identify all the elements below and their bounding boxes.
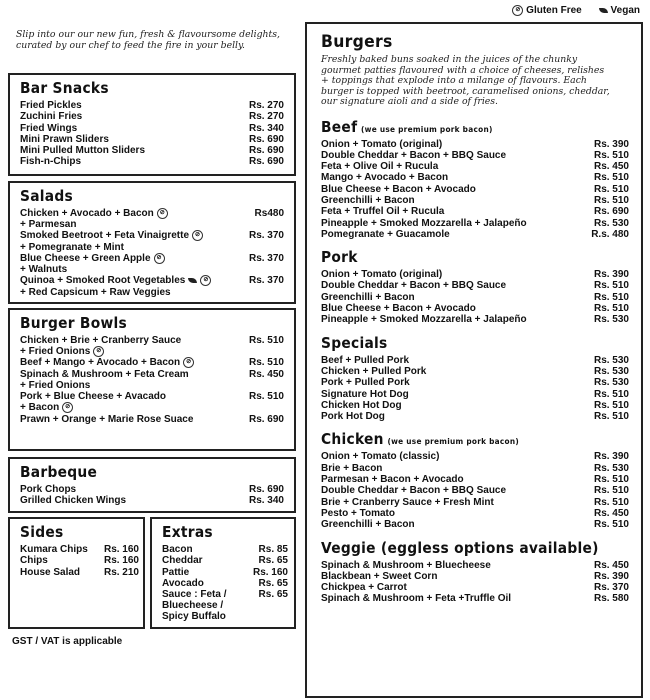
burger-bowls-title: Burger Bowls [20, 314, 128, 332]
burger-group-veggie [321, 539, 629, 605]
item-name-text: Beef + Mango + Avocado + Bacon [20, 357, 181, 369]
menu-item-name [321, 292, 583, 303]
menu-item-price: Rs. 580 [593, 593, 629, 605]
menu-item [321, 593, 629, 604]
item-name-continued [20, 287, 284, 298]
menu-item-name [20, 134, 238, 145]
item-name-text: Grilled Chicken Wings [20, 495, 127, 507]
item-name-text: Pomegranate + Guacamole [321, 228, 450, 240]
menu-item [20, 414, 284, 425]
menu-item [321, 139, 629, 150]
item-name-text: Pork Hot Dog [321, 411, 385, 423]
item-name-text: House Salad [20, 566, 81, 578]
section-bar-snacks [8, 73, 296, 176]
item-name-text: Bluecheese / [162, 600, 224, 612]
menu-item-price: Rs. 450 [593, 507, 629, 519]
menu-item-name [321, 269, 583, 280]
item-name-continued: Spicy Buffalo [162, 611, 226, 623]
menu-item-price: Rs. 530 [593, 365, 629, 377]
item-name-text: Cheddar [162, 555, 203, 567]
menu-item-name [20, 111, 238, 122]
item-name-text: Prawn + Orange + Marie Rose Suace [20, 413, 194, 425]
menu-item [321, 314, 629, 325]
item-name-continued [20, 402, 284, 413]
menu-item-name [321, 377, 583, 388]
menu-item [162, 544, 288, 555]
item-name-text: Beef + Pulled Pork [321, 354, 410, 366]
menu-item-name [162, 544, 242, 555]
item-name-text: + Parmesan [20, 219, 77, 231]
burger-group-title [321, 334, 604, 352]
sides-title: Sides [20, 523, 64, 541]
gluten-free-icon: ⊘ [200, 275, 211, 286]
menu-item-price: Rs. 450 [593, 161, 629, 173]
menu-item-price: Rs. 390 [593, 451, 629, 463]
menu-item [321, 560, 629, 571]
burger-group-title [321, 248, 604, 266]
group-title-text: Pork [321, 248, 358, 267]
menu-item-price: Rs. 510 [593, 291, 629, 303]
group-title-text: Chicken [321, 430, 384, 449]
menu-item-price: Rs. 510 [593, 172, 629, 184]
menu-item-name [20, 275, 238, 286]
item-name-text: Zuchini Fries [20, 111, 83, 123]
item-name-text: Pineapple + Smoked Mozzarella + Jalapeño [321, 217, 527, 229]
menu-item [20, 484, 284, 495]
menu-item [20, 357, 284, 368]
menu-item-price: Rs. 510 [593, 149, 629, 161]
menu-item [321, 150, 629, 161]
item-name-text: Blue Cheese + Bacon + Avocado [321, 183, 476, 195]
item-name-continued [20, 242, 284, 253]
menu-item-name [20, 208, 238, 219]
menu-item-name [20, 335, 238, 346]
menu-item-name [321, 195, 583, 206]
menu-item-name [321, 519, 583, 530]
menu-item-price: Rs. 270 [248, 111, 284, 123]
menu-item [20, 100, 284, 111]
item-name-text: Pesto + Tomato [321, 507, 395, 519]
menu-item [321, 463, 629, 474]
section-sides [8, 517, 145, 629]
section-salads [8, 181, 296, 304]
burger-group-beef [321, 118, 629, 241]
menu-item-name [321, 508, 583, 519]
menu-item-name [162, 578, 242, 589]
gluten-free-icon: ⊘ [157, 208, 168, 219]
burger-group-title [321, 430, 604, 448]
menu-item [20, 369, 284, 380]
menu-item [321, 366, 629, 377]
burgers-description: Freshly baked buns soaked in the juices of the chunky gourmet patties flavoured with a choice of cheeses, relishes + toppings that explode into a milange of flavours. Each burger is topped with beetroot, caramelised onions, cheddar, our signature aioli and a side of fries. [321, 54, 610, 107]
item-name-text: Pork + Pulled Pork [321, 377, 410, 389]
menu-item-name [321, 280, 583, 291]
menu-item [162, 555, 288, 566]
menu-item [321, 389, 629, 400]
item-name-text: Brie + Bacon [321, 462, 383, 474]
menu-item-price: Rs. 530 [593, 377, 629, 389]
item-name-text: Greenchilli + Bacon [321, 291, 415, 303]
item-name-text: + Walnuts [20, 264, 68, 276]
menu-item-price: Rs. 530 [593, 354, 629, 366]
item-name-text: Blackbean + Sweet Corn [321, 570, 438, 582]
menu-item-price: Rs. 510 [593, 388, 629, 400]
menu-item-price: Rs. 390 [593, 570, 629, 582]
menu-item-price: Rs. 690 [248, 145, 284, 157]
burger-group-specials [321, 334, 629, 423]
item-name-continued [20, 380, 284, 391]
menu-item [321, 161, 629, 172]
menu-item-name [321, 229, 583, 240]
menu-item [20, 335, 284, 346]
menu-item-name [321, 366, 583, 377]
menu-item [321, 206, 629, 217]
menu-item-price: Rs. 65 [258, 555, 288, 567]
menu-item-name [20, 555, 93, 566]
menu-item [20, 111, 284, 122]
menu-item-price: Rs. 510 [248, 335, 284, 346]
menu-item-price: Rs. 510 [248, 391, 284, 403]
menu-item [20, 156, 284, 167]
menu-item-name [20, 357, 238, 368]
menu-item-price: Rs. 510 [593, 280, 629, 292]
menu-item-name [162, 589, 242, 600]
item-name-text: + Pomegranate + Mint [20, 241, 124, 253]
barbeque-title: Barbeque [20, 463, 98, 481]
menu-item-name [321, 560, 583, 571]
menu-item-name [321, 303, 583, 314]
item-name-text: Double Cheddar + Bacon + BBQ Sauce [321, 149, 507, 161]
menu-item-price: Rs. 530 [593, 217, 629, 229]
menu-item [321, 184, 629, 195]
menu-item [321, 355, 629, 366]
menu-item [321, 269, 629, 280]
legend-gluten-free-label: Gluten Free [526, 5, 582, 17]
menu-item [162, 589, 288, 600]
menu-item-price: Rs. 450 [248, 368, 284, 380]
burgers-title: Burgers [321, 32, 393, 52]
menu-item-price: Rs. 510 [593, 496, 629, 508]
group-title-text: Specials [321, 333, 388, 352]
menu-item-name [321, 172, 583, 183]
menu-item [162, 578, 288, 589]
item-name-text: Fried Wings [20, 122, 78, 134]
item-name-text: Brie + Cranberry Sauce + Fresh Mint [321, 496, 494, 508]
item-name-text: + Fried Onions [20, 346, 91, 358]
gluten-free-icon: ⊘ [192, 230, 203, 241]
section-extras [150, 517, 296, 629]
item-name-text: + Red Capsicum + Raw Veggies [20, 286, 171, 298]
item-name-text: Chicken + Pulled Pork [321, 365, 427, 377]
gluten-free-icon: ⊘ [183, 357, 194, 368]
menu-item-price: Rs. 510 [593, 485, 629, 497]
menu-item-name [20, 544, 93, 555]
menu-item [321, 377, 629, 388]
menu-item [321, 485, 629, 496]
menu-item-name [321, 400, 583, 411]
menu-item-price: Rs. 510 [593, 399, 629, 411]
menu-item-price: Rs. 690 [248, 413, 284, 425]
item-name-text: Pattie [162, 566, 190, 578]
item-name-text: Feta + Olive Oil + Rucula [321, 161, 439, 173]
menu-item-price: Rs. 370 [248, 230, 284, 242]
burger-group-chicken [321, 430, 629, 530]
item-name-text: Chickpea + Carrot [321, 582, 407, 594]
menu-item-name [321, 571, 583, 582]
item-name-text: Quinoa + Smoked Root Vegetables [20, 275, 186, 287]
menu-item-name [162, 567, 242, 578]
menu-item-price: Rs. 510 [593, 411, 629, 423]
item-name-text: Double Cheddar + Bacon + BBQ Sauce [321, 280, 507, 292]
menu-item-name [20, 230, 238, 241]
gluten-free-icon: ⊘ [93, 346, 104, 357]
item-name-text: Blue Cheese + Green Apple [20, 253, 151, 265]
menu-item [20, 134, 284, 145]
burger-group-title [321, 118, 604, 136]
menu-item-name [20, 567, 93, 578]
menu-item-name [321, 139, 583, 150]
item-name-text: Mango + Avocado + Bacon [321, 172, 449, 184]
group-note: (we use premium pork bacon) [361, 124, 493, 134]
item-name-continued [20, 264, 284, 275]
menu-item-name [20, 391, 238, 402]
menu-item-name [321, 497, 583, 508]
menu-item-name [20, 253, 238, 264]
item-name-text: Avocado [162, 577, 204, 589]
item-name-text: Greenchilli + Bacon [321, 519, 415, 531]
gluten-free-icon: ⊘ [62, 402, 73, 413]
menu-item-name [20, 369, 238, 380]
legend-gluten-free [509, 5, 581, 16]
gluten-free-icon: ⊘ [512, 5, 523, 16]
menu-item [20, 391, 284, 402]
vegan-leaf-icon [188, 278, 197, 283]
menu-item-price: Rs. 340 [248, 122, 284, 134]
menu-item-name [321, 218, 583, 229]
item-name-text: Parmesan + Bacon + Avocado [321, 474, 464, 486]
item-name-text: Pork + Blue Cheese + Avacado [20, 391, 166, 403]
salads-title: Salads [20, 187, 74, 205]
menu-item-price: Rs. 160 [252, 566, 288, 578]
menu-item-price: Rs. 510 [593, 303, 629, 315]
menu-item-price: Rs. 510 [593, 183, 629, 195]
menu-item-name [321, 355, 583, 366]
menu-item [321, 172, 629, 183]
item-name-text: Spinach & Mushroom + Feta +Truffle Oil [321, 593, 512, 605]
item-name-text: Chicken + Avocado + Bacon [20, 208, 154, 220]
menu-item [321, 195, 629, 206]
menu-item [162, 567, 288, 578]
burger-group-pork [321, 248, 629, 325]
menu-item [321, 497, 629, 508]
menu-item [20, 230, 284, 241]
menu-item-price: Rs. 370 [593, 582, 629, 594]
menu-item-name [20, 100, 238, 111]
menu-item-price: Rs. 690 [248, 133, 284, 145]
menu-item [321, 400, 629, 411]
menu-item-price: Rs. 510 [593, 474, 629, 486]
item-name-text: Mini Prawn Sliders [20, 133, 109, 145]
item-name-text: Smoked Beetroot + Feta Vinaigrette [20, 230, 190, 242]
menu-item [321, 303, 629, 314]
menu-item [20, 275, 284, 286]
item-name-text: Chicken + Brie + Cranberry Sauce [20, 335, 182, 346]
group-note: (we use premium pork bacon) [387, 437, 520, 447]
menu-item-price: Rs. 510 [248, 357, 284, 369]
menu-item-price: Rs. 510 [593, 519, 629, 531]
menu-item-price: Rs. 85 [258, 544, 288, 555]
menu-item-price: Rs480 [254, 208, 284, 219]
item-name-continued [20, 219, 284, 230]
item-name-text: Pineapple + Smoked Mozzarella + Jalapeño [321, 314, 527, 326]
item-name-text: Onion + Tomato (original) [321, 269, 443, 281]
menu-item-name [321, 485, 583, 496]
item-name-text: Double Cheddar + Bacon + BBQ Sauce [321, 485, 507, 497]
menu-item-name [20, 484, 238, 495]
menu-item-price: Rs. 65 [258, 577, 288, 589]
menu-item [321, 229, 629, 240]
vegan-leaf-icon [599, 8, 608, 13]
menu-item-price: Rs. 390 [593, 269, 629, 281]
section-barbeque [8, 457, 296, 513]
legend-vegan-label: Vegan [610, 5, 640, 17]
menu-item [20, 555, 139, 566]
menu-item-name [321, 161, 583, 172]
menu-item-price: Rs. 450 [593, 559, 629, 571]
menu-item [321, 571, 629, 582]
menu-item-price: Rs. 65 [258, 589, 288, 601]
item-name-text: Feta + Truffel Oil + Rucula [321, 206, 445, 218]
menu-item-name [321, 206, 583, 217]
menu-item [321, 280, 629, 291]
menu-item-name [321, 474, 583, 485]
menu-item-name [321, 389, 583, 400]
menu-item [321, 218, 629, 229]
menu-item-name [321, 184, 583, 195]
intro-text: Slip into our our new fun, fresh & flavoursome delights, curated by our chef to feed the fire in your belly. [16, 29, 280, 51]
item-name-continued [20, 346, 284, 357]
menu-item [321, 411, 629, 422]
group-title-text: Veggie (eggless options available) [321, 538, 599, 557]
menu-item-name [20, 156, 238, 167]
menu-item-name [321, 451, 583, 462]
extras-title: Extras [162, 523, 213, 541]
menu-item [321, 292, 629, 303]
item-name-text: Fried Pickles [20, 100, 82, 111]
item-name-text: Signature Hot Dog [321, 388, 409, 400]
menu-item-price: R.s. 480 [591, 228, 629, 240]
menu-item-price: Rs. 370 [248, 275, 284, 287]
menu-item-price: Rs. 370 [248, 252, 284, 264]
item-name-text: + Fried Onions [20, 380, 91, 392]
menu-item-name [321, 411, 583, 422]
menu-item-name [162, 555, 242, 566]
item-name-text: Mini Pulled Mutton Sliders [20, 145, 145, 157]
item-name-text: + Bacon [20, 402, 60, 414]
item-name-text: Sauce : Feta / [162, 589, 227, 601]
section-burgers [305, 22, 643, 698]
menu-item [321, 582, 629, 593]
tax-note: GST / VAT is applicable [12, 636, 123, 647]
item-name-text: Pork Chops [20, 484, 77, 495]
item-name-text: Greenchilli + Bacon [321, 194, 415, 206]
menu-item [321, 519, 629, 530]
burger-group-title [321, 539, 604, 557]
menu-item [20, 567, 139, 578]
menu-item-price: Rs. 340 [248, 495, 284, 507]
item-name-text: Chicken Hot Dog [321, 399, 402, 411]
item-name-text: Onion + Tomato (original) [321, 138, 443, 150]
menu-item-name [321, 314, 583, 325]
menu-item [20, 123, 284, 134]
item-name-text: Kumara Chips [20, 544, 88, 555]
menu-item-name [20, 495, 238, 506]
item-name-text: Chips [20, 555, 48, 567]
gluten-free-icon: ⊘ [154, 253, 165, 264]
menu-item-price: Rs. 160 [103, 544, 139, 555]
menu-item-name [321, 463, 583, 474]
menu-item-price: Rs. 270 [248, 100, 284, 111]
menu-item-price: Rs. 510 [593, 194, 629, 206]
menu-item-price: Rs. 690 [248, 484, 284, 495]
item-name-text: Fish-n-Chips [20, 156, 82, 168]
menu-item [321, 474, 629, 485]
group-title-text: Beef [321, 117, 358, 136]
item-name-text: Bacon [162, 544, 193, 555]
menu-item-price: Rs. 530 [593, 314, 629, 326]
menu-item [20, 495, 284, 506]
menu-item [20, 253, 284, 264]
menu-item-name [321, 150, 583, 161]
menu-item-price: Rs. 530 [593, 462, 629, 474]
item-name-text: Onion + Tomato (classic) [321, 451, 440, 463]
item-name-text: Spinach & Mushroom + Bluecheese [321, 559, 491, 571]
menu-item-price: Rs. 690 [248, 156, 284, 168]
menu-item-name [321, 582, 583, 593]
legend-vegan [596, 5, 640, 16]
item-name-continued [162, 600, 288, 611]
menu-item-price: Rs. 210 [103, 566, 139, 578]
menu-item-name [20, 123, 238, 134]
legend [509, 5, 640, 16]
menu-item [20, 145, 284, 156]
menu-item-name [321, 593, 583, 604]
menu-item-name [20, 145, 238, 156]
menu-item-price: Rs. 390 [593, 138, 629, 150]
menu-item-name [20, 414, 238, 425]
item-name-text: Blue Cheese + Bacon + Avocado [321, 303, 476, 315]
section-burger-bowls [8, 308, 296, 451]
menu-item [20, 544, 139, 555]
menu-item [321, 508, 629, 519]
menu-item [321, 451, 629, 462]
menu-item-price: Rs. 690 [593, 206, 629, 218]
bar-snacks-title: Bar Snacks [20, 79, 109, 97]
menu-item-price: Rs. 160 [103, 555, 139, 567]
item-name-text: Spinach & Mushroom + Feta Cream [20, 368, 189, 380]
menu-item [20, 208, 284, 219]
